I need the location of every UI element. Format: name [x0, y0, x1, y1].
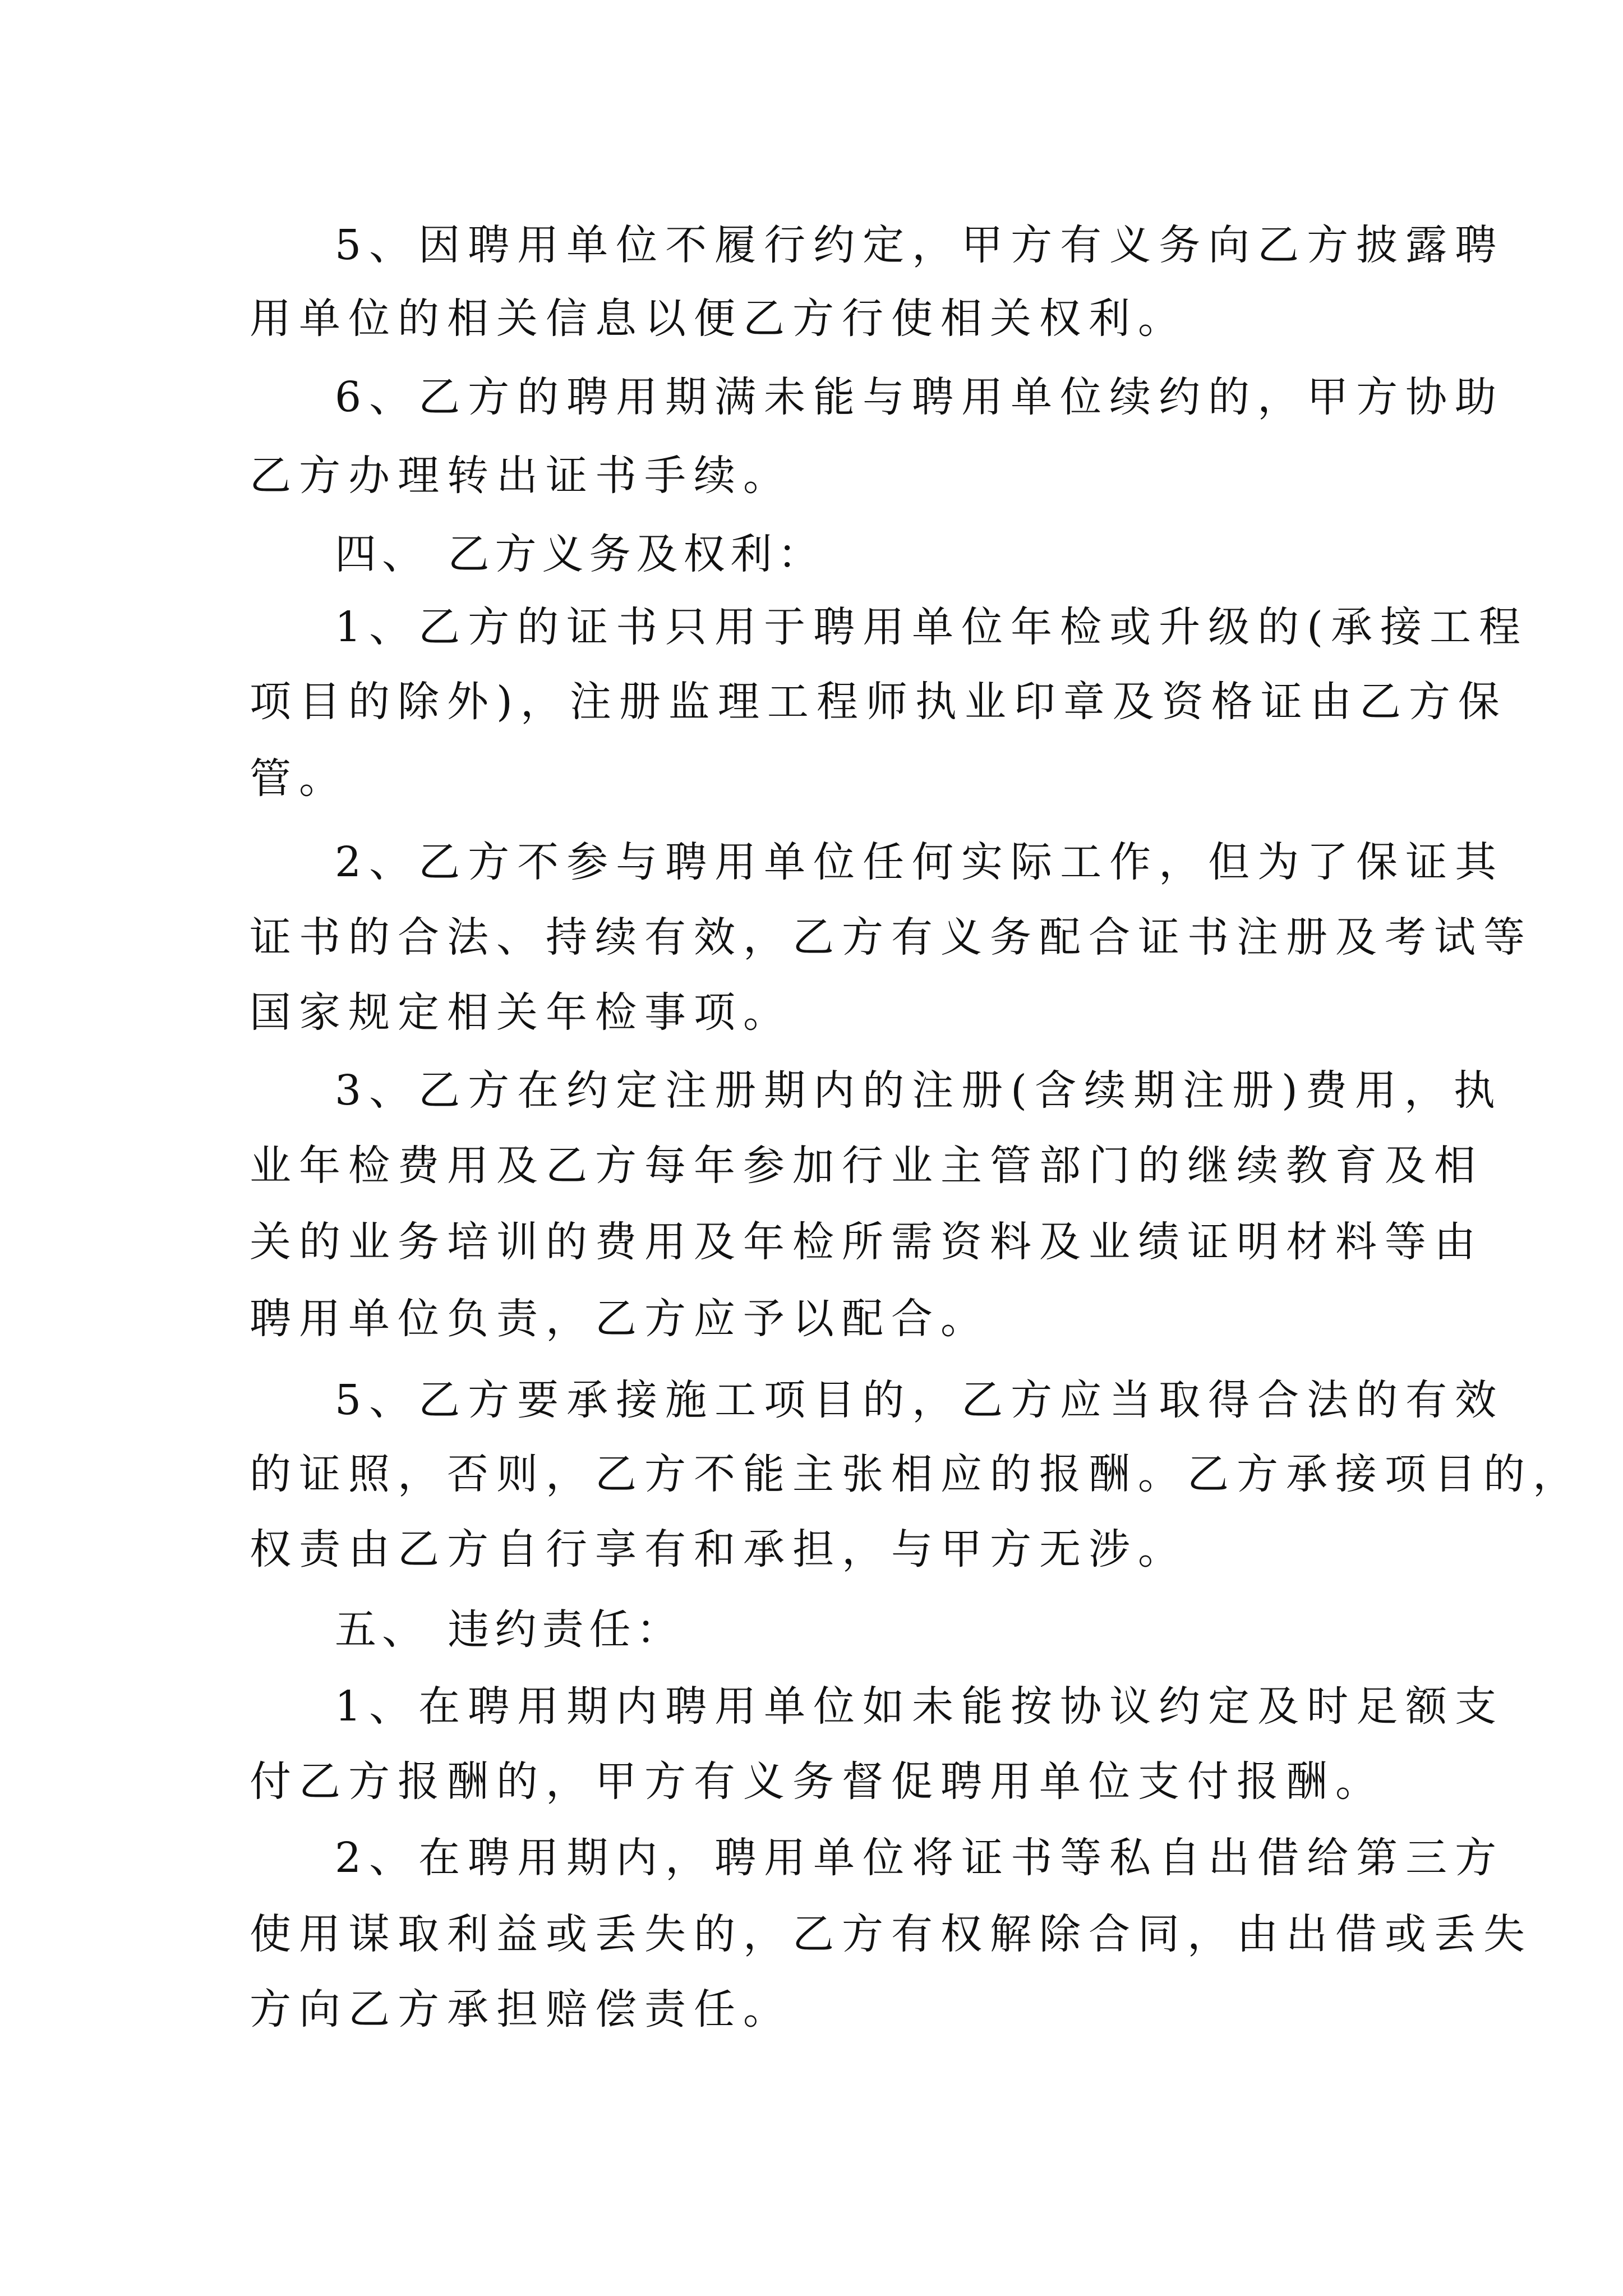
paragraph-4-2-line-1: 2、乙方不参与聘用单位任何实际工作，但为了保证其	[335, 838, 1505, 886]
paragraph-4-2-line-3: 国家规定相关年检事项。	[250, 988, 792, 1037]
paragraph-4-5-line-2: 的证照，否则，乙方不能主张相应的报酬。乙方承接项目的，	[250, 1450, 1582, 1498]
paragraph-5-disclosure-line-1: 5、因聘用单位不履行约定，甲方有义务向乙方披露聘	[335, 221, 1505, 269]
paragraph-6-renewal-line-2: 乙方办理转出证书手续。	[250, 452, 792, 500]
paragraph-5-2-line-2: 使用谋取利益或丢失的，乙方有权解除合同，由出借或丢失	[250, 1910, 1533, 1958]
paragraph-4-1-line-1: 1、乙方的证书只用于聘用单位年检或升级的(承接工程	[335, 603, 1528, 651]
paragraph-4-1-line-2: 项目的除外)，注册监理工程师执业印章及资格证由乙方保	[250, 678, 1507, 726]
paragraph-6-renewal-line-1: 6、乙方的聘用期满未能与聘用单位续约的，甲方协助	[335, 373, 1505, 421]
paragraph-5-1-line-1: 1、在聘用期内聘用单位如未能按协议约定及时足额支	[335, 1682, 1505, 1731]
paragraph-4-5-line-1: 5、乙方要承接施工项目的，乙方应当取得合法的有效	[335, 1376, 1505, 1424]
paragraph-4-5-line-3: 权责由乙方自行享有和承担，与甲方无涉。	[250, 1525, 1187, 1573]
paragraph-4-3-line-2: 业年检费用及乙方每年参加行业主管部门的继续教育及相	[250, 1142, 1483, 1190]
paragraph-4-3-line-4: 聘用单位负责，乙方应予以配合。	[250, 1295, 990, 1343]
paragraph-4-1-line-3: 管。	[250, 754, 348, 803]
paragraph-5-2-line-1: 2、在聘用期内，聘用单位将证书等私自出借给第三方	[335, 1834, 1505, 1882]
paragraph-4-2-line-2: 证书的合法、持续有效，乙方有义务配合证书注册及考试等	[250, 913, 1533, 961]
paragraph-4-3-line-3: 关的业务培训的费用及年检所需资料及业绩证明材料等由	[250, 1218, 1483, 1266]
paragraph-4-3-line-1: 3、乙方在约定注册期内的注册(含续期注册)费用，执	[335, 1066, 1503, 1115]
paragraph-5-2-line-3: 方向乙方承担赔偿责任。	[250, 1985, 792, 2033]
section-5-heading: 五、 违约责任：	[335, 1605, 684, 1654]
paragraph-5-disclosure-line-2: 用单位的相关信息以便乙方行使相关权利。	[250, 295, 1187, 343]
section-4-heading: 四、 乙方义务及权利：	[335, 530, 825, 578]
paragraph-5-1-line-2: 付乙方报酬的，甲方有义务督促聘用单位支付报酬。	[250, 1757, 1385, 1806]
